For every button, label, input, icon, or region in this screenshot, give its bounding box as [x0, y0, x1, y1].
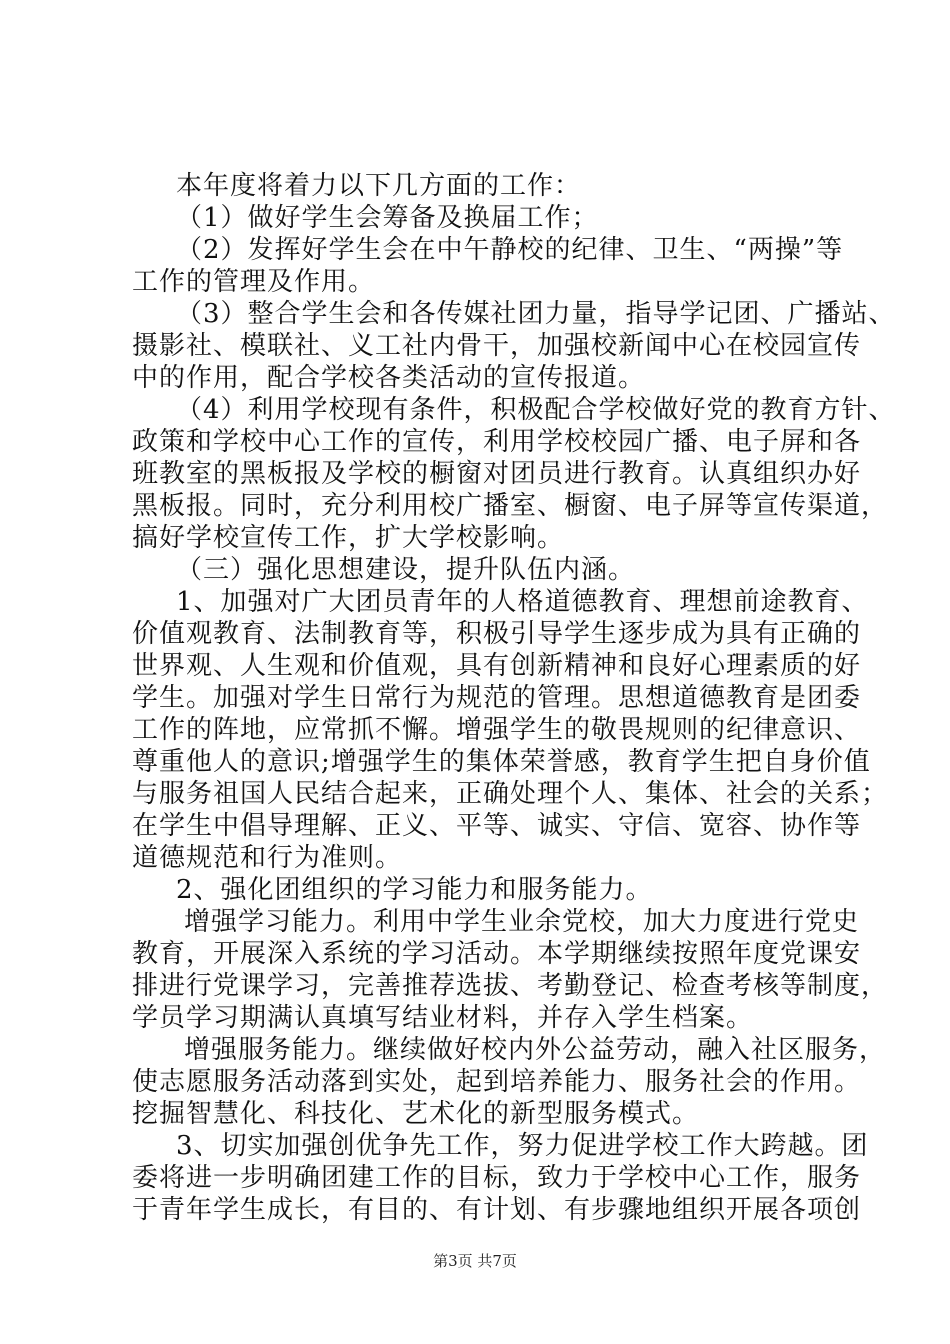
paragraph-line: 挖掘智慧化、科技化、艺术化的新型服务模式。 [132, 1099, 700, 1129]
paragraph-line: 1、加强对广大团员青年的人格道德教育、理想前途教育、 [176, 587, 869, 617]
paragraph-line: 班教室的黑板报及学校的橱窗对团员进行教育。认真组织办好 [132, 459, 862, 489]
paragraph-line: 价值观教育、法制教育等，积极引导学生逐步成为具有正确的 [132, 619, 862, 649]
paragraph-line: 搞好学校宣传工作，扩大学校影响。 [132, 523, 565, 553]
paragraph-line: 教育，开展深入系统的学习活动。本学期继续按照年度党课安 [132, 939, 862, 969]
paragraph-line: 本年度将着力以下几方面的工作： [176, 171, 582, 201]
paragraph-line: 工作的管理及作用。 [132, 267, 376, 297]
paragraph-line: 道德规范和行为准则。 [132, 843, 403, 873]
page-footer: 第3页 共7页 [433, 1252, 517, 1270]
paragraph-line: 排进行党课学习，完善推荐选拔、考勤登记、检查考核等制度， [132, 971, 889, 1001]
paragraph-line: 工作的阵地，应常抓不懈。增强学生的敬畏规则的纪律意识、 [132, 715, 862, 745]
paragraph-line: 政策和学校中心工作的宣传，利用学校校园广播、电子屏和各 [132, 427, 862, 457]
paragraph-line: 2、强化团组织的学习能力和服务能力。 [176, 875, 653, 905]
paragraph-line: 中的作用，配合学校各类活动的宣传报道。 [132, 363, 646, 393]
paragraph-line: 尊重他人的意识;增强学生的集体荣誉感，教育学生把自身价值 [132, 747, 871, 777]
paragraph-line: （4）利用学校现有条件，积极配合学校做好党的教育方针、 [176, 395, 896, 425]
paragraph-line: 增强学习能力。利用中学生业余党校，加大力度进行党史 [184, 907, 860, 937]
paragraph-line: 使志愿服务活动落到实处，起到培养能力、服务社会的作用。 [132, 1067, 862, 1097]
paragraph-line: 世界观、人生观和价值观，具有创新精神和良好心理素质的好 [132, 651, 862, 681]
paragraph-line: 在学生中倡导理解、正义、平等、诚实、守信、宽容、协作等 [132, 811, 862, 841]
paragraph-line: 于青年学生成长，有目的、有计划、有步骤地组织开展各项创 [132, 1195, 862, 1225]
paragraph-line: 学生。加强对学生日常行为规范的管理。思想道德教育是团委 [132, 683, 862, 713]
paragraph-line: （1）做好学生会筹备及换届工作； [176, 203, 599, 233]
paragraph-line: （2）发挥好学生会在中午静校的纪律、卫生、“两操”等 [176, 235, 844, 265]
paragraph-line: 委将进一步明确团建工作的目标，致力于学校中心工作，服务 [132, 1163, 862, 1193]
paragraph-line: 与服务祖国人民结合起来，正确处理个人、集体、社会的关系； [132, 779, 889, 809]
paragraph-line: 黑板报。同时，充分利用校广播室、橱窗、电子屏等宣传渠道， [132, 491, 889, 521]
paragraph-line: 学员学习期满认真填写结业材料，并存入学生档案。 [132, 1003, 754, 1033]
paragraph-line: 增强服务能力。继续做好校内外公益劳动，融入社区服务， [184, 1035, 887, 1065]
document-body [132, 170, 896, 1226]
paragraph-line: （三）强化思想建设，提升队伍内涵。 [176, 555, 636, 585]
paragraph-line: 3、切实加强创优争先工作，努力促进学校工作大跨越。团 [176, 1131, 869, 1161]
paragraph-line: 摄影社、模联社、义工社内骨干，加强校新闻中心在校园宣传 [132, 331, 862, 361]
paragraph-line: （3）整合学生会和各传媒社团力量，指导学记团、广播站、 [176, 299, 896, 329]
